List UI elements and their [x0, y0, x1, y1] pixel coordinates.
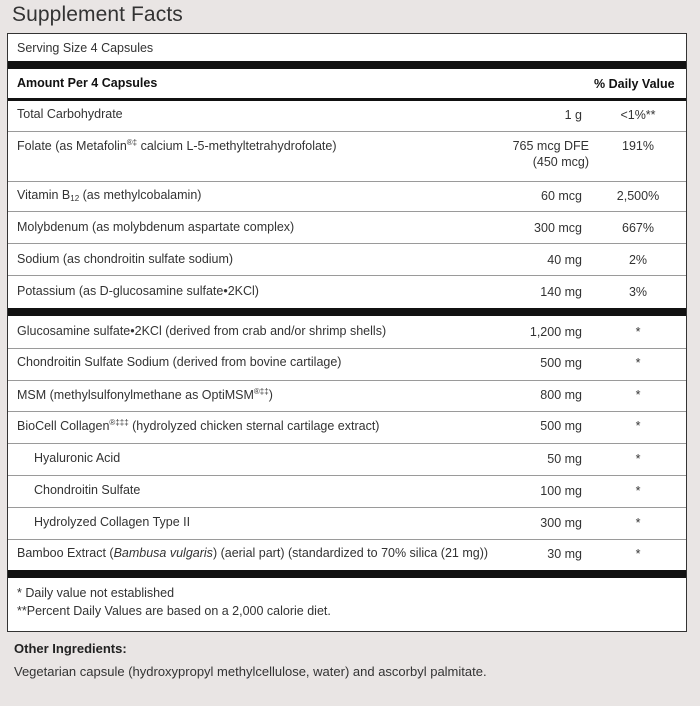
- ingredient-dv: *: [635, 452, 641, 466]
- nutrient-amount: 40 mg: [547, 253, 582, 267]
- nutrient-name: Total Carbohydrate: [17, 107, 123, 121]
- row-divider: [8, 443, 686, 444]
- daily-value-header: % Daily Value: [594, 77, 675, 91]
- nutrient-amount: 300 mcg: [534, 221, 582, 235]
- footnote-daily-value: * Daily value not established: [17, 586, 175, 600]
- ingredient-dv: *: [635, 547, 641, 561]
- other-ingredients-heading: Other Ingredients:: [14, 641, 127, 656]
- ingredient-amount: 1,200 mg: [529, 325, 582, 339]
- nutrient-name: Folate (as Metafolin®‡ calcium L-5-methyltetrahydrofolate): [17, 138, 337, 153]
- row-divider: [8, 181, 686, 182]
- ingredient-dv: *: [635, 325, 641, 339]
- ingredient-amount: 500 mg: [540, 356, 582, 370]
- ingredient-name: Glucosamine sulfate•2KCl (derived from crab and/or shrimp shells): [17, 324, 387, 338]
- nutrient-dv: 2%: [628, 253, 648, 267]
- ingredient-dv: *: [635, 388, 641, 402]
- ingredient-name: BioCell Collagen®‡‡‡ (hydrolyzed chicken sternal cartilage extract): [17, 418, 380, 433]
- ingredient-amount: 300 mg: [540, 516, 582, 530]
- ingredient-dv: *: [635, 484, 641, 498]
- nutrient-dv: <1%**: [620, 108, 656, 122]
- row-divider: [8, 380, 686, 381]
- ingredient-name: Hydrolyzed Collagen Type II: [34, 515, 191, 529]
- nutrient-name: Molybdenum (as molybdenum aspartate complex): [17, 220, 295, 234]
- nutrient-name: Potassium (as D-glucosamine sulfate•2KCl): [17, 284, 259, 298]
- amount-per-header: Amount Per 4 Capsules: [17, 76, 158, 90]
- row-divider: [8, 275, 686, 276]
- nutrient-dv: 3%: [628, 285, 648, 299]
- row-divider: [8, 211, 686, 212]
- thick-divider: [8, 570, 686, 578]
- nutrient-amount: 60 mcg: [541, 189, 582, 203]
- header-divider: [8, 98, 686, 101]
- ingredient-amount: 50 mg: [547, 452, 582, 466]
- ingredient-name: Bamboo Extract (Bambusa vulgaris) (aerial part) (standardized to 70% silica (21 mg)): [17, 546, 489, 560]
- ingredient-amount: 800 mg: [540, 388, 582, 402]
- other-ingredients-text: Vegetarian capsule (hydroxypropyl methylcellulose, water) and ascorbyl palmitate.: [14, 664, 487, 679]
- ingredient-name: Chondroitin Sulfate: [34, 483, 141, 497]
- row-divider: [8, 507, 686, 508]
- supplement-facts-panel: [7, 33, 687, 632]
- nutrient-dv: 2,500%: [616, 189, 660, 203]
- nutrient-name: Vitamin $B_{12}$ (as methylcobalamin): [17, 188, 202, 203]
- row-divider: [8, 348, 686, 349]
- row-divider: [8, 539, 686, 540]
- ingredient-name: Hyaluronic Acid: [34, 451, 121, 465]
- ingredient-amount: 30 mg: [547, 547, 582, 561]
- nutrient-name: Sodium (as chondroitin sulfate sodium): [17, 252, 234, 266]
- nutrient-amount: 140 mg: [540, 285, 582, 299]
- serving-size: Serving Size 4 Capsules: [17, 41, 154, 55]
- ingredient-amount: 500 mg: [540, 419, 582, 433]
- ingredient-dv: *: [635, 356, 641, 370]
- footnote-percent-dv: **Percent Daily Values are based on a 2,000 calorie diet.: [17, 604, 331, 618]
- row-divider: [8, 131, 686, 132]
- thick-divider: [8, 308, 686, 316]
- ingredient-amount: 100 mg: [540, 484, 582, 498]
- thick-divider: [8, 61, 686, 69]
- row-divider: [8, 243, 686, 244]
- nutrient-dv: 667%: [622, 221, 654, 235]
- ingredient-name: Chondroitin Sulfate Sodium (derived from bovine cartilage): [17, 355, 342, 369]
- nutrient-amount: 1 g: [564, 108, 582, 122]
- ingredient-dv: *: [635, 419, 641, 433]
- row-divider: [8, 475, 686, 476]
- nutrient-dv: 191%: [622, 139, 654, 153]
- row-divider: [8, 411, 686, 412]
- nutrient-amount: 765 mcg DFE (450 mcg): [512, 139, 589, 169]
- ingredient-name: MSM (methylsulfonylmethane as OptiMSM®‡‡): [17, 387, 273, 402]
- supplement-facts-title: Supplement Facts: [12, 3, 183, 26]
- ingredient-dv: *: [635, 516, 641, 530]
